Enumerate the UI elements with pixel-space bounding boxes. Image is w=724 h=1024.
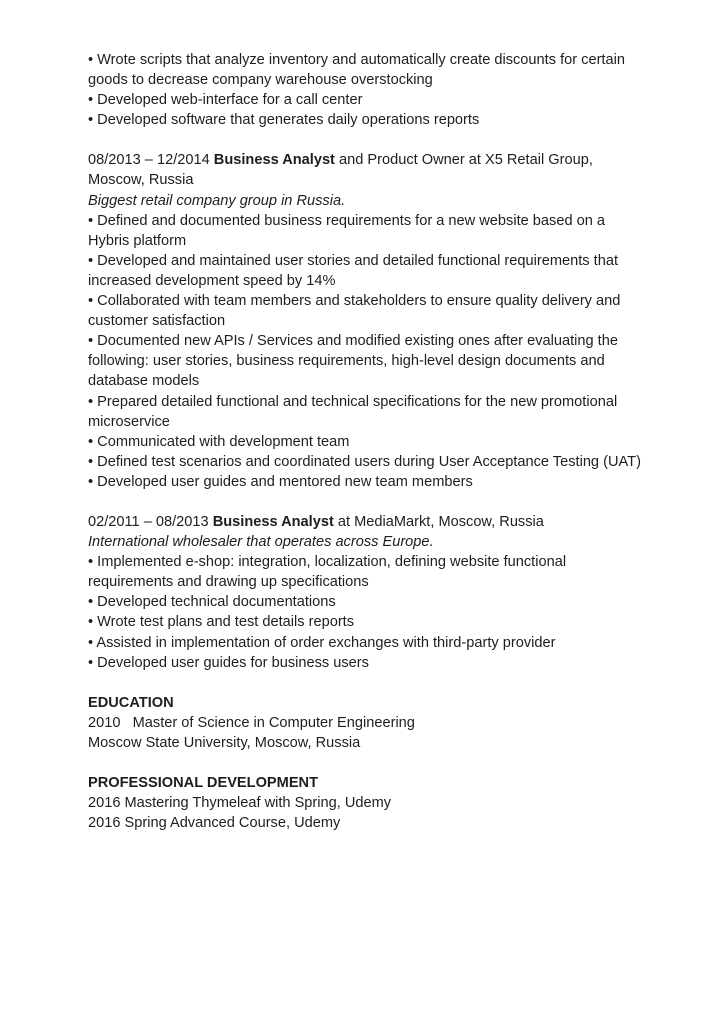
bullet-item: • Communicated with development team bbox=[88, 433, 350, 450]
bullet-item: • Developed and maintained user stories and detailed functional requirements that increased development speed by 14% bbox=[88, 252, 618, 289]
resume-page bbox=[88, 50, 648, 833]
bullet-item: • Prepared detailed functional and technical specifications for the new promotional microservice bbox=[88, 393, 618, 430]
spacer bbox=[88, 492, 648, 512]
education-school: Moscow State University, Moscow, Russia bbox=[88, 734, 361, 751]
job-header bbox=[88, 150, 648, 190]
professional-development-section bbox=[88, 773, 648, 833]
job-entry-mediamarkt bbox=[88, 512, 648, 673]
bullet-item: • Defined test scenarios and coordinated users during User Acceptance Testing (UAT) bbox=[88, 453, 641, 470]
bullet-item: • Developed web-interface for a call center bbox=[88, 92, 363, 109]
education-degree: 2010 Master of Science in Computer Engineering bbox=[88, 714, 415, 731]
job-entry-x5 bbox=[88, 150, 648, 492]
spacer bbox=[88, 673, 648, 693]
bullet-item: • Documented new APIs / Services and modified existing ones after evaluating the following: user stories, business requirements, high-level design documents and database models bbox=[88, 333, 618, 390]
job-dates: 02/2011 – 08/2013 bbox=[88, 513, 213, 530]
section-heading-professional-development: PROFESSIONAL DEVELOPMENT bbox=[88, 775, 319, 791]
job-title: Business Analyst bbox=[212, 513, 334, 530]
job-description: Biggest retail company group in Russia. bbox=[88, 192, 346, 209]
bullet-item: • Wrote scripts that analyze inventory and automatically create discounts for certain goods to decrease company warehouse overstocking bbox=[88, 52, 625, 89]
bullet-item: • Implemented e-shop: integration, localization, defining website functional requirements and drawing up specifications bbox=[88, 554, 567, 591]
spacer bbox=[88, 130, 648, 150]
job-description: International wholesaler that operates across Europe. bbox=[88, 534, 434, 551]
intro-bullets bbox=[88, 50, 648, 130]
bullet-item: • Developed technical documentations bbox=[88, 594, 336, 611]
bullet-item: • Defined and documented business requirements for a new website based on a Hybris platform bbox=[88, 212, 606, 249]
bullet-item: • Developed user guides and mentored new team members bbox=[88, 473, 473, 490]
bullet-item: • Developed user guides for business users bbox=[88, 654, 369, 671]
bullet-item: • Collaborated with team members and stakeholders to ensure quality delivery and customer satisfaction bbox=[88, 293, 621, 330]
job-company: and Product Owner at X5 Retail Group, Moscow, Russia bbox=[88, 152, 593, 189]
course-item: 2016 Mastering Thymeleaf with Spring, Udemy bbox=[88, 795, 392, 812]
spacer bbox=[88, 753, 648, 773]
course-item: 2016 Spring Advanced Course, Udemy bbox=[88, 815, 341, 832]
bullet-item: • Wrote test plans and test details reports bbox=[88, 614, 355, 631]
bullet-item: • Assisted in implementation of order exchanges with third-party provider bbox=[88, 634, 556, 651]
job-dates: 08/2013 – 12/2014 bbox=[88, 152, 214, 169]
job-title: Business Analyst bbox=[213, 152, 335, 169]
education-section bbox=[88, 693, 648, 753]
job-header bbox=[88, 512, 648, 532]
bullet-item: • Developed software that generates daily operations reports bbox=[88, 112, 480, 129]
section-heading-education: EDUCATION bbox=[88, 694, 174, 711]
job-company: at MediaMarkt, Moscow, Russia bbox=[333, 513, 544, 530]
